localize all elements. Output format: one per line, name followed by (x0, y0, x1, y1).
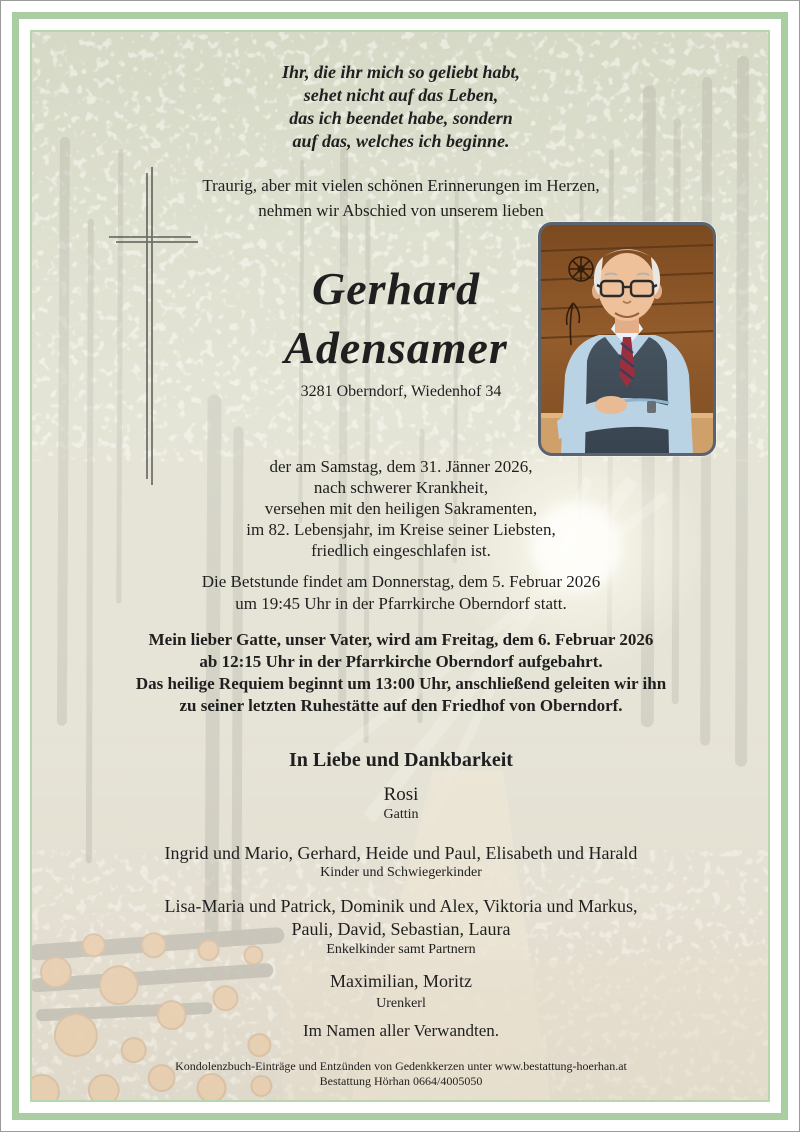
mourner-names-line: Pauli, David, Sebastian, Laura (291, 919, 511, 939)
prayer-hour-notice (1, 571, 800, 615)
intro-line: Traurig, aber mit vielen schönen Erinnerungen im Herzen, (202, 176, 600, 195)
death-notice-line: der am Samstag, dem 31. Jänner 2026, (269, 457, 533, 476)
death-notice-line: friedlich eingeschlafen ist. (311, 541, 491, 560)
intro-text (1, 173, 800, 223)
death-notice-line: nach schwerer Krankheit, (313, 478, 489, 497)
quote-line: auf das, welches ich beginne. (292, 131, 510, 151)
mourner-relation: Gattin (383, 807, 419, 822)
mourner-names: Maximilian, Moritz (330, 971, 472, 991)
funeral-line: Das heilige Requiem beginnt um 13:00 Uhr, anschließend geleiten wir ihn (135, 674, 667, 693)
mourner-names (1, 895, 800, 941)
funeral-notice (1, 629, 800, 717)
portrait-photo (538, 222, 716, 456)
quote-line: das ich beendet habe, sondern (289, 108, 513, 128)
death-notice-line: im 82. Lebensjahr, im Kreise seiner Liebsten, (246, 520, 556, 539)
mourner-relation: Urenkerl (376, 996, 426, 1011)
funeral-home-footer (1, 1059, 800, 1089)
funeral-line: Mein lieber Gatte, unser Vater, wird am Freitag, dem 6. Februar 2026 (148, 630, 654, 649)
obituary-content (1, 1, 800, 1132)
mourner-relation: Enkelkinder samt Partnern (326, 942, 476, 957)
mourner-relation: Kinder und Schwiegerkinder (320, 865, 482, 880)
prayer-hour-line: Die Betstunde findet am Donnerstag, dem 5. Februar 2026 (201, 572, 601, 591)
intro-line: nehmen wir Abschied von unserem lieben (258, 201, 544, 220)
in-name-of-text: Im Namen aller Verwandten. (302, 1021, 500, 1040)
death-notice-line: versehen mit den heiligen Sakramenten, (264, 499, 538, 518)
mourner-names-line: Lisa-Maria und Patrick, Dominik und Alex, Viktoria und Markus, (164, 896, 638, 916)
footer-line: Kondolenzbuch-Einträge und Entzünden von Gedenkkerzen unter www.bestattung-hoerhan.at (175, 1059, 627, 1073)
mourner-names: Rosi (383, 784, 419, 805)
footer-line: Bestattung Hörhan 0664/4005050 (319, 1074, 483, 1088)
quote-line: sehet nicht auf das Leben, (303, 85, 499, 105)
death-notice (1, 456, 800, 561)
prayer-hour-line: um 19:45 Uhr in der Pfarrkirche Oberndorf statt. (235, 594, 567, 613)
funeral-line: zu seiner letzten Ruhestätte auf den Friedhof von Oberndorf. (179, 696, 623, 715)
deceased-last-name: Adensamer (284, 322, 508, 373)
closing-title: In Liebe und Dankbarkeit (289, 749, 513, 771)
funeral-line: ab 12:15 Uhr in der Pfarrkirche Oberndorf aufgebahrt. (199, 652, 603, 671)
mourner-names: Ingrid und Mario, Gerhard, Heide und Paul, Elisabeth und Harald (164, 843, 638, 863)
deceased-first-name: Gerhard (311, 263, 481, 314)
deceased-address: 3281 Oberndorf, Wiedenhof 34 (300, 383, 502, 400)
quote-line: Ihr, die ihr mich so geliebt habt, (281, 62, 521, 82)
opening-quote (1, 61, 800, 153)
